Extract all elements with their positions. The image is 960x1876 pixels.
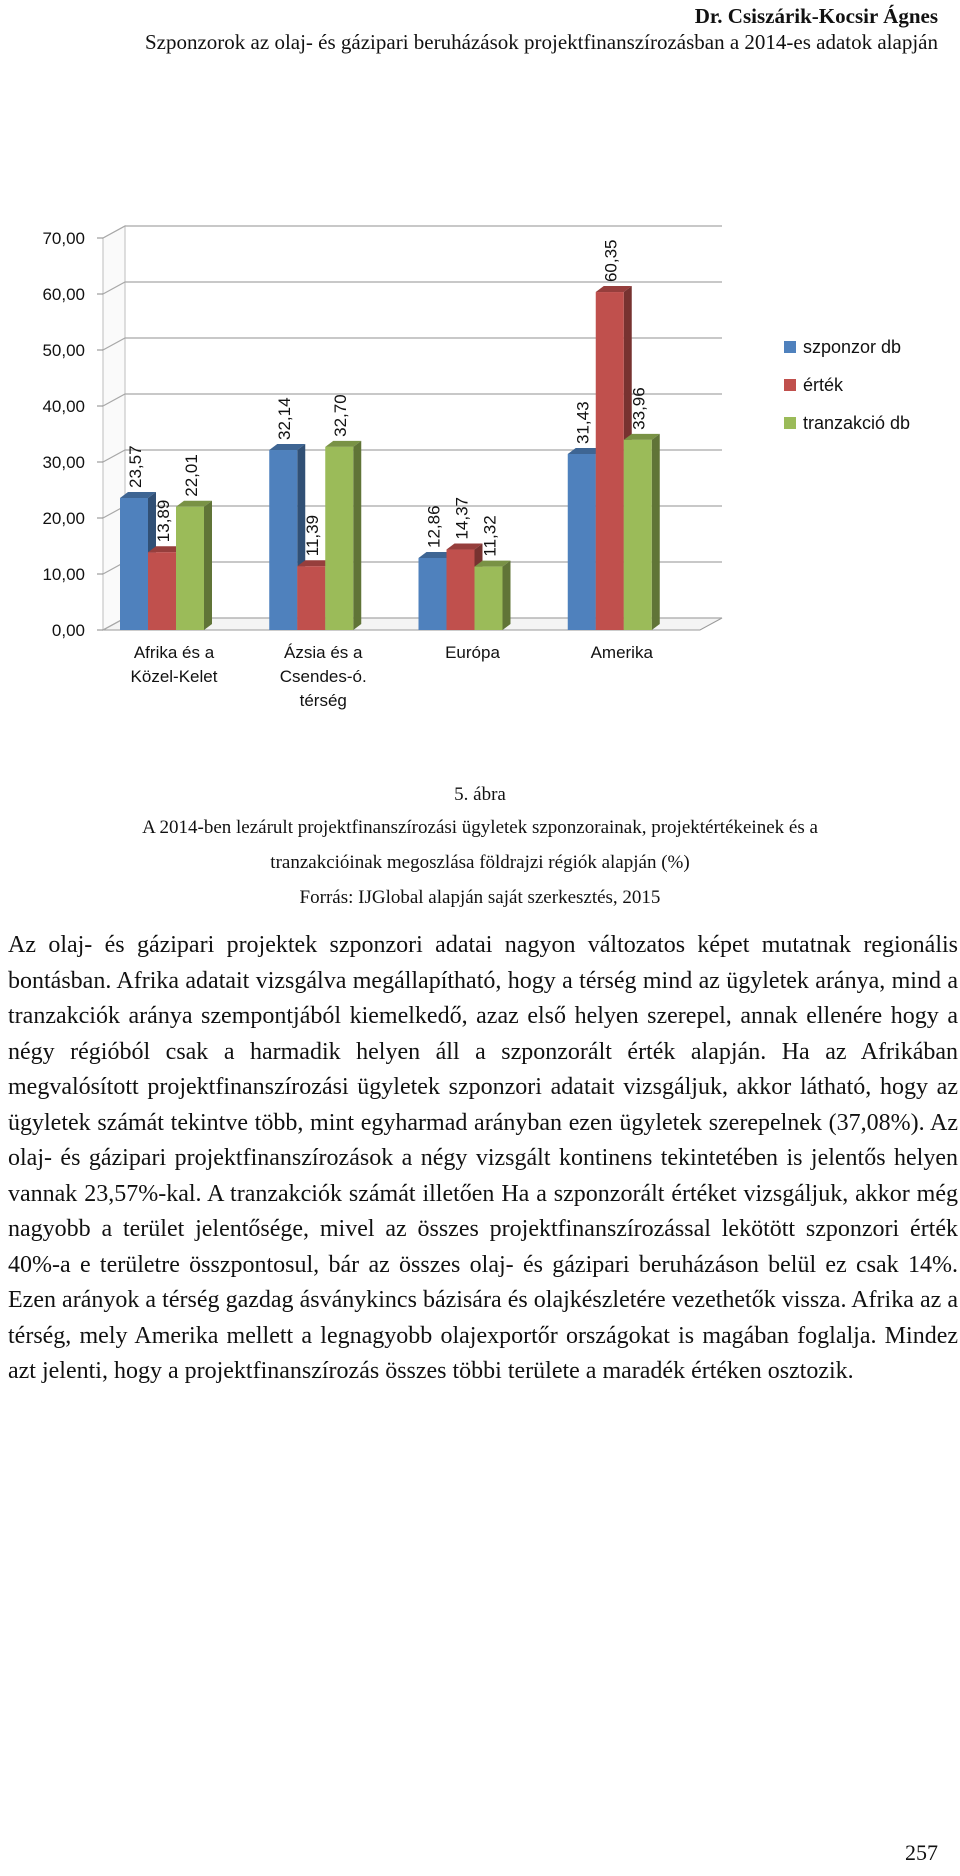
header-title: Szponzorok az olaj- és gázipari beruházások projektfinanszírozásban a 2014-es adatok alapján	[144, 30, 938, 54]
data-label: 32,70	[331, 394, 351, 437]
data-label: 31,43	[573, 401, 593, 444]
figure-number: 5. ábra	[454, 784, 506, 805]
x-category-label: Közel-Kelet	[130, 667, 218, 686]
data-label: 11,32	[480, 515, 500, 557]
legend-label: érték	[803, 375, 844, 395]
figure-caption-line2: tranzakcióinak megoszlása földrajzi régiók alapján (%)	[270, 852, 690, 873]
y-tick-label: 60,00	[42, 285, 85, 304]
chart-y-ticks	[42, 229, 103, 640]
bar-érték-3	[596, 292, 624, 630]
data-label: 12,86	[424, 505, 444, 548]
y-tick-label: 40,00	[42, 397, 85, 416]
y-tick-label: 20,00	[42, 509, 85, 528]
bar-side	[204, 501, 212, 630]
chart-legend	[784, 337, 910, 433]
bar-tranzakció-db-1	[325, 447, 353, 630]
bar-tranzakció-db-0	[176, 507, 204, 630]
bar-szponzor-db-3	[568, 454, 596, 630]
gridline	[103, 226, 722, 238]
legend-label: tranzakció db	[803, 413, 911, 433]
data-label: 33,96	[629, 387, 649, 430]
x-category-label: Amerika	[590, 643, 653, 662]
data-label: 32,14	[275, 397, 295, 441]
page-number: 257	[905, 1840, 938, 1865]
bar-side	[503, 561, 511, 630]
x-category-label: Csendes-ó.	[279, 667, 367, 686]
y-tick-label: 0,00	[51, 621, 85, 640]
chart-x-labels	[131, 643, 654, 710]
x-category-label: Európa	[445, 643, 500, 662]
figure-caption-line1: A 2014-ben lezárult projektfinanszírozási ügyletek szponzorainak, projektértékeinek és a	[142, 817, 818, 838]
bar-side	[353, 441, 361, 630]
data-label: 22,01	[182, 454, 201, 497]
body-paragraph: Az olaj- és gázipari projektek szponzori adatai nagyon változatos képet mutatnak regionális bontásban. Afrika adatait vizsgálva megállapítható, hogy a térség mind az ügyletek aránya, mind a tranzakciók aránya szempontjából kiemelkedő, azaz első helyen szerepel, annak ellenére hogy a négy régióból csak a harmadik helyen áll a szponzorált érték alapján. Ha az Afrikában megvalósított projektfinanszírozási ügyletek szponzori adatait vizsgáljuk, akkor látható, hogy az ügyletek számát tekintve több, mint egyharmad arányban ezen ügyletek szerepelnek (37,08%). Az olaj- és gázipari projektfinanszírozások a négy vizsgált kontinens tekintetében is jelentős helyen vannak 23,57%-kal. A tranzakciók számát illetően Ha a szponzorált értéket vizsgáljuk, akkor még nagyobb a terület jelentősége, mivel az összes projektfinanszírozással lekötött szponzori érték 40%-a e területre összpontosul, bár az összes olaj- és gázipari beruházáson belül ez csak 14%. Ezen arányok a térség gazdag ásványkincs bázisára és olajkészletére vezethetők vissza. Afrika az a térség, mely Amerika mellett a legnagyobb olajexportőr országokat is magában foglalja. Mindez azt jelenti, hogy a projektfinanszírozás összes többi területe a maradék értéken osztozik.	[8, 932, 958, 1384]
legend-label: szponzor db	[803, 337, 902, 357]
x-category-label: Ázsia és a	[284, 643, 363, 662]
bar-tranzakció-db-2	[475, 567, 503, 630]
data-label: 11,39	[303, 514, 323, 557]
x-category-label: Afrika és a	[133, 643, 215, 662]
bar-chart	[0, 210, 960, 750]
y-tick-label: 50,00	[42, 341, 85, 360]
figure-source: Forrás: IJGlobal alapján saját szerkesztés, 2015	[299, 887, 661, 908]
x-category-label: térség	[299, 691, 347, 710]
bar-érték-0	[148, 552, 176, 630]
legend-swatch	[784, 417, 796, 429]
y-tick-label: 10,00	[42, 565, 85, 584]
bar-side	[652, 434, 660, 630]
bar-érték-2	[447, 550, 475, 630]
data-label: 13,89	[154, 499, 173, 543]
y-tick-label: 70,00	[42, 229, 85, 248]
legend-swatch	[784, 379, 796, 391]
bar-szponzor-db-0	[120, 498, 148, 630]
bar-szponzor-db-2	[419, 558, 447, 630]
y-tick-label: 30,00	[42, 453, 85, 472]
data-label: 14,37	[452, 496, 472, 540]
bar-tranzakció-db-3	[624, 440, 652, 630]
data-label: 60,35	[601, 239, 621, 283]
data-label: 23,57	[126, 445, 145, 489]
bar-szponzor-db-1	[269, 450, 297, 630]
bar-érték-1	[297, 566, 325, 630]
header-author: Dr. Csiszárik-Kocsir Ágnes	[694, 4, 938, 28]
legend-swatch	[784, 341, 796, 353]
